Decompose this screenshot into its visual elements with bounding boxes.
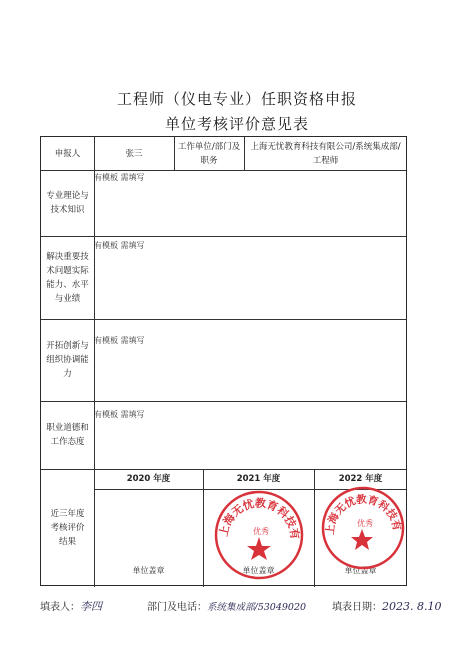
department-phone (147, 598, 306, 613)
year-2020: 2020 年度 (126, 474, 171, 484)
filler-signature: 李四 (80, 600, 102, 613)
seal-label-2021: 单位盖章 (242, 566, 275, 575)
svg-text:上海无忧教育科技有限公司: 上海无忧教育科技有限公司 (324, 493, 403, 536)
fill-date (332, 598, 441, 613)
seal-label-2020: 单位盖章 (132, 566, 165, 575)
row-hint-theory: 有模板 需填写 (94, 173, 145, 182)
row-label-innovation: 开拓创新与组织协调能力 (46, 341, 89, 379)
evaluation-table (40, 136, 407, 586)
form-title-line1: 工程师（仪电专业）任职资格申报 (116, 90, 357, 108)
form-title-line2: 单位考核评价意见表 (164, 115, 309, 133)
row-hint-innovation: 有模板 需填写 (94, 336, 145, 345)
svg-text:优秀: 优秀 (253, 527, 269, 536)
filler-label: 填表人： (40, 602, 80, 613)
dept-label: 部门及电话： (147, 602, 207, 613)
applicant-name: 张三 (125, 148, 143, 159)
seal-label-2022: 单位盖章 (344, 566, 377, 575)
work-unit-value: 上海无忧教育科技有限公司/系统集成部/工程师 (250, 141, 401, 166)
work-unit-label: 工作单位/部门及职务 (177, 141, 241, 166)
svg-text:上海无忧教育科技有限公司: 上海无忧教育科技有 (216, 496, 302, 541)
row-label-problem-solving: 解决重要技术问题实际能力、水平与业绩 (46, 251, 89, 304)
year-2021: 2021 年度 (236, 474, 281, 484)
row-label-theory: 专业理论与技术知识 (46, 191, 89, 215)
date-value: 2023. 8.10 (382, 600, 442, 613)
row-label-ethics: 职业道德和工作态度 (46, 423, 89, 447)
applicant-label: 申报人 (54, 148, 81, 159)
company-seal-2021 (213, 489, 305, 581)
company-seal-2022 (320, 485, 406, 571)
row-hint-problem-solving: 有模板 需填写 (94, 241, 145, 250)
eval-label: 近三年度考核评价结果 (50, 509, 85, 547)
date-label: 填表日期： (332, 602, 382, 613)
row-hint-ethics: 有模板 需填写 (94, 410, 145, 419)
svg-text:优秀: 优秀 (357, 519, 373, 528)
year-2022: 2022 年度 (338, 474, 383, 484)
filler (40, 598, 102, 614)
dept-value: 系统集成部/53049020 (207, 602, 307, 613)
